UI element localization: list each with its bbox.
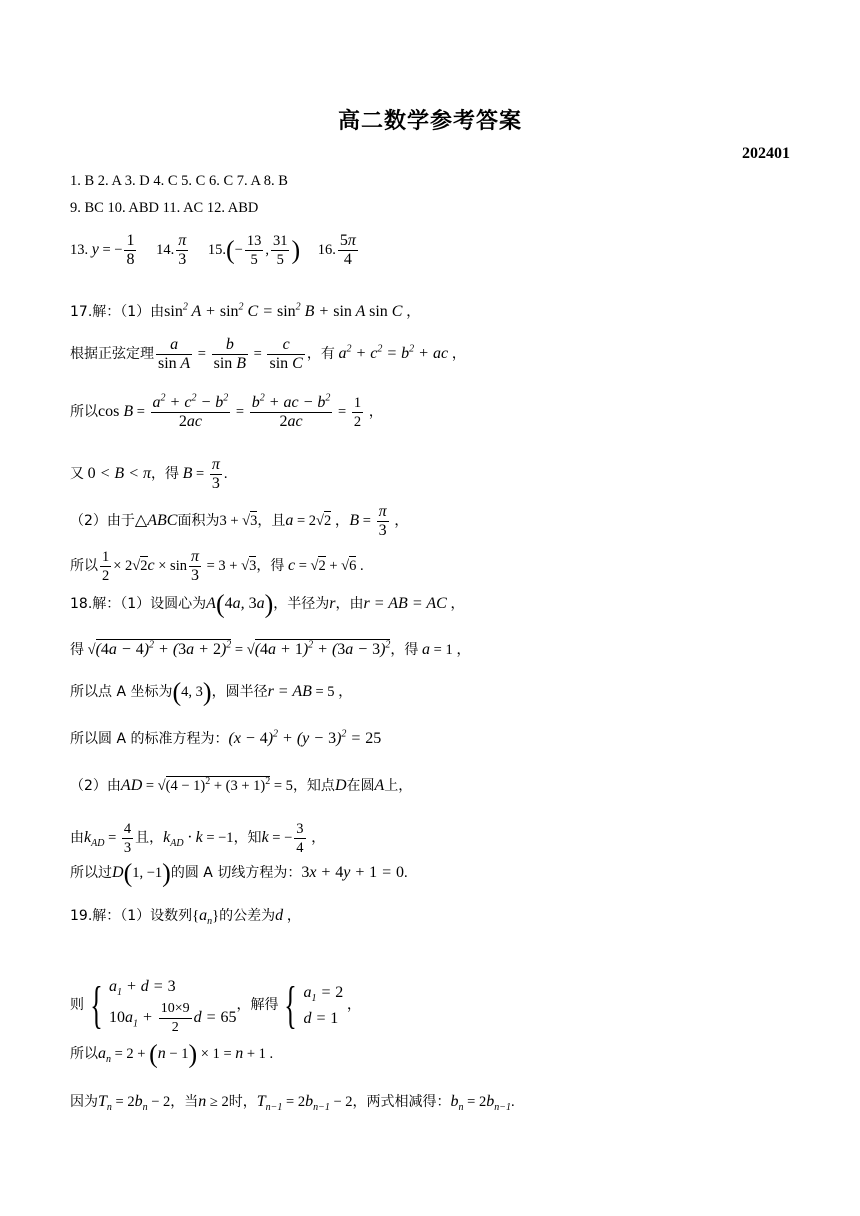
- page-title: 高二数学参考答案: [337, 109, 522, 134]
- q17-line-5: （2）由于△ABC面积为3 + √3，且a = 2√2 ，B = $\frac{\pi}{3}$ ，: [70, 503, 409, 539]
- q18-line-6: 由$k_{AD}$ = $\frac{4}{3}$ 且，$k_{AD} \cdot k = -1$，知k = − $\frac{3}{4}$ ，: [70, 821, 326, 856]
- q18-line-7: 所以过D(1, −1)的圆 A 切线方程为：3x + 4y + 1 = 0.: [70, 858, 408, 888]
- q18-line-5: （2）由AD = $√(4 - 1)^2 + (3 + 1)^2 = 5$，知点D在圆A上，: [70, 776, 413, 794]
- q18-line-1: 18.解：（1）设圆心为A(4a, 3a)，半径为r，由r = AB = AC ，: [70, 589, 465, 619]
- q17-line-1: 17.解：（1）由$\sin^2 A + \sin^2 C = \sin^2 B + \sin A$ sin C ，: [70, 301, 421, 320]
- fill-blank-answers: 13. y = − $\frac{1}{8}$ 14. $\frac{\pi}{3}$ 15.(− $\frac{13}{5}$ , $\frac{31}{5}$ ) 16. $\frac{5\pi}{4}$: [70, 232, 356, 268]
- q17-line-3: 所以cos B = $\frac{a^2 + c^2 - b^2}{2ac}$ = $\frac{b^2 + ac - b^2}{2ac}$ = $\frac{1}{2}$ ，: [70, 392, 384, 430]
- q17-line-6: 所以 $\frac{1}{2}$ × 2√2c × sin $\frac{\pi}{3}$ = 3 + √3，得 c = √2 + √6 .: [70, 548, 364, 584]
- q19-line-1: 19.解：（1）设数列$\{a_n\}$的公差为d ，: [70, 907, 302, 928]
- choice-answers-row-1: 1. B 2. A 3. D 4. C 5. C 6. C 7. A 8. B: [70, 173, 288, 189]
- choice-answers-row-2: 9. BC 10. ABD 11. AC 12. ABD: [70, 200, 259, 216]
- q19-line-4: 因为$T_n = 2b_n - 2$，当n ≥ 2时，$T_{n-1} = 2b_{n-1} - 2$，两式相减得：$b_n = 2b_{n-1}$.: [70, 1093, 515, 1114]
- q18-line-3: 所以点 A 坐标为(4, 3)，圆半径r = AB = 5 ，: [70, 677, 353, 707]
- q19-line-2: 则 { $a_1 + d = 3$ $10a_1$ + $\frac{10\times 9}{2}$ d = 65 ，解得 { $a_1 = 2$ d = 1 ，: [70, 976, 362, 1035]
- q17-line-2: 根据正弦定理 $\frac{a}{\text{sin A}}$ = $\frac{b}{\text{sin B}}$ = $\frac{c}{\text{sin C}}$ ，有 $a^2 + c^2 = b^2$ + ac ，: [70, 336, 467, 372]
- q18-line-4: 所以圆 A 的标准方程为：$(x - 4)^2 + (y - 3)^2 = 25$: [70, 728, 382, 747]
- q19-line-3: 所以$a_n = 2 + (n - 1) \times 1 = n + 1$ .: [70, 1039, 274, 1069]
- exam-code: 202401: [742, 145, 790, 162]
- q17-line-4: 又 0 < B < π，得 B = $\frac{\pi}{3}$ .: [70, 456, 228, 492]
- q18-line-2: 得 $√(4a - 4)^2 + (3a + 2)^2 = √(4a + 1)^2 + (3a - 3)^2$，得 a = 1 ，: [70, 639, 471, 658]
